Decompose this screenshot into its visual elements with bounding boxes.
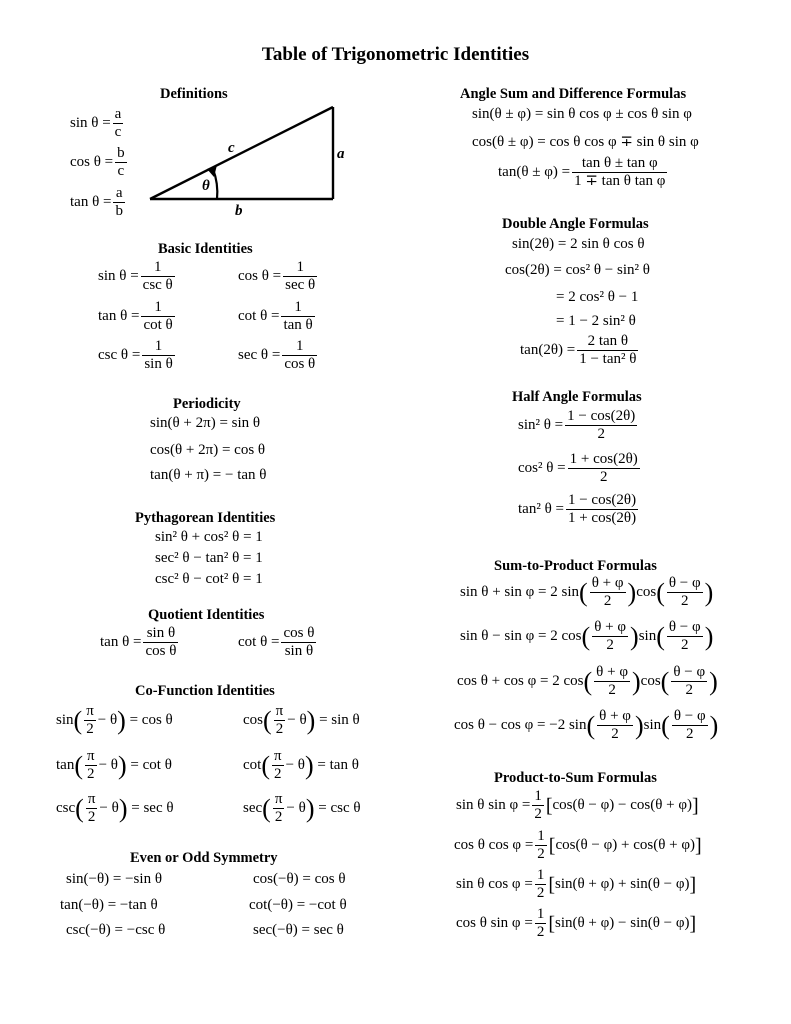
eo-cos: cos(−θ) = cos θ — [253, 871, 346, 887]
double-tan: tan(2θ) = $\frac{\text{2 tan θ}}{\text{1 − tan² θ}}$ — [520, 333, 637, 368]
basic-heading: Basic Identities — [158, 241, 253, 257]
cofn-sin: sin( $\frac{\pi}{2}$ − θ) = cos θ — [56, 703, 173, 738]
quot-tan: tan θ = $\frac{\text{sin θ}}{\text{cos θ}}$ — [100, 625, 177, 660]
eo-sin: sin(−θ) = −sin θ — [66, 871, 162, 887]
anglesum-tan: tan(θ ± φ) = $\frac{\text{tan θ ± tan φ}}{\text{1 ∓ tan θ tan φ}}$ — [498, 155, 666, 190]
eo-tan: tan(−θ) = −tan θ — [60, 897, 158, 913]
sumprod-heading: Sum-to-Product Formulas — [494, 558, 657, 574]
def-tan: tan θ = $\frac{a}{b}$ — [70, 185, 123, 220]
double-cos-2: = 2 cos² θ − 1 — [556, 289, 639, 305]
eo-sec: sec(−θ) = sec θ — [253, 922, 344, 938]
evenodd-heading: Even or Odd Symmetry — [130, 850, 278, 866]
label-adjacent: b — [235, 203, 243, 219]
pythagorean-heading: Pythagorean Identities — [135, 510, 276, 526]
basic-sin: sin θ = $\frac{1}{\text{csc θ}}$ — [98, 259, 173, 294]
sumprod-2: sin θ − sin φ = 2 cos( $\frac{\theta + \varphi}{2}$ )sin( $\frac{\theta - \varphi}{2}$ ) — [460, 619, 714, 654]
pyth-1: sin² θ + cos² θ = 1 — [155, 529, 263, 545]
sumprod-3: cos θ + cos φ = 2 cos( $\frac{\theta + \varphi}{2}$ )cos( $\frac{\theta - \varphi}{2}$ ) — [457, 664, 718, 699]
anglesum-sin: sin(θ ± φ) = sin θ cos φ ± cos θ sin φ — [472, 106, 692, 122]
anglesum-heading: Angle Sum and Difference Formulas — [460, 86, 687, 102]
half-tan: tan² θ = $\frac{1 - \cos(2\theta)}{1 + \cos(2\theta)}$ — [518, 492, 637, 527]
prodsum-3: sin θ cos φ = $\frac{1}{2}$ [sin(θ + φ) + sin(θ − φ)] — [456, 867, 697, 902]
double-sin: sin(2θ) = 2 sin θ cos θ — [512, 236, 645, 252]
prodsum-1: sin θ sin φ = $\frac{1}{2}$ [cos(θ − φ) − cos(θ + φ)] — [456, 788, 699, 823]
anglesum-cos: cos(θ ± φ) = cos θ cos φ ∓ sin θ sin φ — [472, 134, 699, 150]
right-triangle-diagram — [145, 103, 345, 203]
sumprod-1: sin θ + sin φ = 2 sin( $\frac{\theta + \varphi}{2}$ )cos( $\frac{\theta - \varphi}{2}$ ) — [460, 575, 714, 610]
basic-sec: sec θ = $\frac{1}{\text{cos θ}}$ — [238, 338, 316, 373]
def-cos: cos θ = $\frac{b}{c}$ — [70, 145, 125, 180]
label-hypotenuse: c — [228, 140, 235, 156]
cofunction-heading: Co-Function Identities — [135, 683, 275, 699]
definitions-heading: Definitions — [160, 86, 228, 102]
cofn-sec: sec( $\frac{\pi}{2}$ − θ) = csc θ — [243, 791, 361, 826]
half-heading: Half Angle Formulas — [512, 389, 642, 405]
prodsum-heading: Product-to-Sum Formulas — [494, 770, 657, 786]
basic-cos: cos θ = $\frac{1}{\text{sec θ}}$ — [238, 259, 316, 294]
cofn-tan: tan( $\frac{\pi}{2}$ − θ) = cot θ — [56, 748, 172, 783]
label-opposite: a — [337, 146, 345, 162]
half-cos: cos² θ = $\frac{1 + \cos(2\theta)}{2}$ — [518, 451, 638, 486]
page-title: Table of Trigonometric Identities — [261, 44, 530, 65]
quot-cot: cot θ = $\frac{\text{cos θ}}{\text{sin θ}}$ — [238, 625, 315, 660]
def-sin: sin θ = $\frac{a}{c}$ — [70, 106, 122, 141]
double-heading: Double Angle Formulas — [502, 216, 649, 232]
double-cos: cos(2θ) = cos² θ − sin² θ — [505, 262, 650, 278]
period-sin: sin(θ + 2π) = sin θ — [150, 415, 261, 431]
basic-cot: cot θ = $\frac{1}{\text{tan θ}}$ — [238, 299, 313, 334]
cofn-cot: cot( $\frac{\pi}{2}$ − θ) = tan θ — [243, 748, 359, 783]
periodicity-heading: Periodicity — [173, 396, 241, 412]
prodsum-2: cos θ cos φ = $\frac{1}{2}$ [cos(θ − φ) + cos(θ + φ)] — [454, 828, 702, 863]
label-angle: θ — [202, 178, 210, 194]
cofn-csc: csc( $\frac{\pi}{2}$ − θ) = sec θ — [56, 791, 174, 826]
sumprod-4: cos θ − cos φ = −2 sin( $\frac{\theta + \varphi}{2}$ )sin( $\frac{\theta - \varphi}{2}$ ) — [454, 708, 719, 743]
pyth-2: sec² θ − tan² θ = 1 — [155, 550, 263, 566]
basic-csc: csc θ = $\frac{1}{\text{sin θ}}$ — [98, 338, 173, 373]
period-tan: tan(θ + π) = − tan θ — [150, 467, 267, 483]
basic-tan: tan θ = $\frac{1}{\text{cot θ}}$ — [98, 299, 173, 334]
prodsum-4: cos θ sin φ = $\frac{1}{2}$ [sin(θ + φ) − sin(θ − φ)] — [456, 906, 697, 941]
cofn-cos: cos( $\frac{\pi}{2}$ − θ) = sin θ — [243, 703, 360, 738]
period-cos: cos(θ + 2π) = cos θ — [150, 442, 266, 458]
quotient-heading: Quotient Identities — [148, 607, 265, 623]
double-cos-3: = 1 − 2 sin² θ — [556, 313, 636, 329]
eo-csc: csc(−θ) = −csc θ — [66, 922, 166, 938]
eo-cot: cot(−θ) = −cot θ — [249, 897, 347, 913]
half-sin: sin² θ = $\frac{1 - \cos(2\theta)}{2}$ — [518, 408, 636, 443]
pyth-3: csc² θ − cot² θ = 1 — [155, 571, 263, 587]
